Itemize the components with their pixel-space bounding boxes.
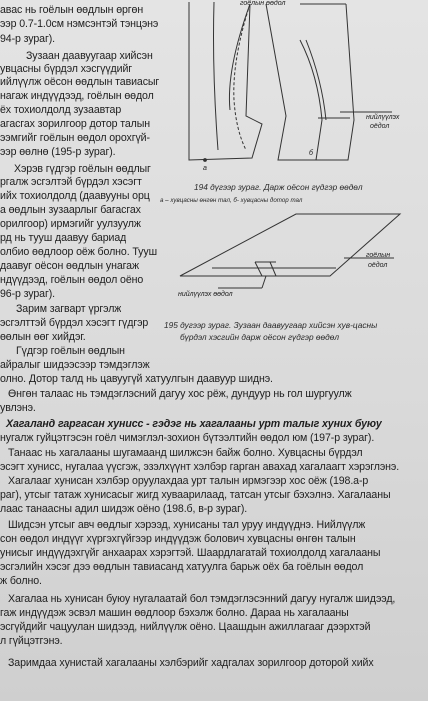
text-line: эсгэлттэй бүрдэл хэсэгт гүдгэр — [0, 317, 149, 329]
text-line: ийлүүлж оёсон өөдлын тавиасыг — [0, 76, 160, 88]
text-line: Гүдгэр гоёлын өөдлын — [16, 345, 125, 357]
text-line: эсгэлийн хэсэг дээ өөдлын тавиасанд хатуулга барьж оёх ба гоёлын өөдол — [0, 561, 364, 573]
text-line: ндүүдээд, гоёлын өөдол оёно — [0, 274, 144, 286]
text-line: нагаж индүүдээд, гоёлын өөдол — [0, 90, 154, 102]
fig195-drawing — [180, 214, 400, 288]
text-line: Танаас нь хагалааны шугамаанд шилжсэн байж болно. Хувцасны бүрдэл — [8, 447, 363, 459]
fig194-caption: 194 дүгээр зураг. Дарж оёсон гүдгэр өөдөл — [194, 182, 363, 192]
fig195-label-niiluulah: нийлүүлэх өөдол — [178, 291, 233, 298]
fig194-label-a: а — [203, 165, 207, 172]
fig195-caption-1: 195 дугээр зураг. Зузаан даавуугаар хийсэн хув-цасны — [164, 320, 378, 330]
text-line: 96-р зураг). — [0, 288, 55, 300]
text-line: орилгоор) ирмэгийг уулзуулж — [0, 218, 141, 230]
text-line: Хэрэв гүдгэр гоёлын өөдлыг — [14, 163, 151, 175]
text-line: ёх тохиолдолд зузаавтар — [0, 104, 122, 116]
text-line: рд нь тууш даавуу бариад — [0, 232, 127, 244]
text-line: унисыг индүүдэхгүйг анхаарах хэрэгтэй. Шаардлагатай тохиолдолд хагалааны — [0, 547, 381, 559]
text-line: Шидсэн утсыг авч өөдлыг хэрээд, хунисаны тал уруу индүүднэ. Нийлүүлж — [8, 519, 366, 531]
text-line: ийх тохиолдолд (даавууны орц — [0, 190, 150, 202]
fig194-label-goyol: гоёлын өөдол — [240, 0, 286, 7]
text-line: эсгүйдийг чацуулан шидээд, нийлүүлж оёно. Цаашдын ажиллагааг дээрхтэй — [0, 621, 371, 633]
text-line: Өнгөн талаас нь тэмдэглэсний дагуу хос рёж, дундуур нь гол шургуулж — [8, 388, 352, 400]
text-line: сон өөдол индүүг хүргэхгүйгээр индүүдэж болович хувцасны өнгөн талын — [0, 533, 356, 545]
text-line: 94-р зураг). — [0, 33, 55, 45]
text-line: Хагалаа нь хунисан буюу нугалаатай бол тэмдэглэсэнний дагуу нугалж шидээд, — [8, 593, 396, 605]
text-line: Хагалааг хунисан хэлбэр оруулахдаа урт талын ирмэгээр хос оёж (198.а-р — [8, 475, 369, 487]
text-line: Зузаан даавуугаар хийсэн — [26, 50, 153, 62]
fig194-label-niiluulah-1: нийлүүлэх — [366, 114, 400, 121]
text-line: Заримдаа хунистай хагалааны хэлбэрийг хадгалах зорилгоор доторой хийх — [8, 657, 374, 669]
text-line: ж болно. — [0, 575, 42, 587]
text-line: ээмгийг гоёлын өөдол орохгүй- — [0, 132, 150, 144]
text-line: увцасны бүрдэл хэсгүүдийг — [0, 63, 133, 75]
text-line: Зарим загварт үргэлж — [16, 303, 122, 315]
fig194-label-niiluulah-2: оёдол — [370, 123, 390, 130]
text-line-heading: Хагаланд гаргасан хунисс - гэдэг нь хагалааны урт талыг хуних буюу — [6, 418, 382, 430]
text-line: лаас танаасны адил шидэж оёно (198.б, в-р зураг). — [0, 503, 248, 515]
fig194-label-b: б — [309, 150, 313, 157]
fig195-label-goyol-2: оёдол — [368, 262, 388, 269]
text-line: өөлын өөг хийдэг. — [0, 331, 86, 343]
text-line: олбио өөдлоор оёж болно. Тууш — [0, 246, 157, 258]
text-line: ээр өөлнө (195-р зураг). — [0, 146, 116, 158]
text-line: увлэнэ. — [0, 402, 36, 414]
text-line: агасгах зорилгоор дотор талын — [0, 118, 151, 130]
text-line: даавуг оёсон өөдлын унагаж — [0, 260, 139, 272]
fig195-caption-2: бүрдэл хэсгийн дарж оёсон гүдгэр өөдөл — [180, 332, 339, 342]
fig194-drawing — [189, 2, 392, 161]
text-line: нугалж гуйцэтгэсэн гоёл чимэглэл-зохион бүтээлтийн өөдол юм (197-р зураг). — [0, 432, 375, 444]
text-line: л гүйцэтгэнэ. — [0, 635, 63, 647]
text-line: ргалж эсгэлтэй бүрдэл хэсэгт — [0, 176, 142, 188]
text-line: авас нь гоёлын өөдлын өргөн — [0, 4, 144, 16]
text-line: олно. Дотор талд нь цавуугүй хатуулгын даавуур шиднэ. — [0, 373, 273, 385]
text-line: эсэгт хунисс, нугалаа үүсгэж, эзэлхүүнт хэлбэр гарган авахад хагалаагт хэрэглэнэ. — [0, 461, 400, 473]
text-line: айралыг шидээсээр тэмдэглэж — [0, 359, 150, 371]
text-line: ээр 0.7-1.0см нэмсэнтэй тэнцэнэ — [0, 18, 159, 30]
text-line: а өөдлын зузаарлыг багасгах — [0, 204, 141, 216]
fig194-subcaption: а – хувцасны өнгөн тал, б- хувцасны дотор тал — [160, 197, 303, 204]
text-line: гаж индүүдэж эсвэл машин өөдлоор бэхэлж болно. Дараа нь хагалааны — [0, 607, 349, 619]
text-line: раг), утсыг татаж хунисасыг жигд хуваарилаад, татсан утсыг бэхэлнэ. Хагалааны — [0, 489, 391, 501]
fig195-label-goyol-1: гоёлын — [366, 252, 391, 259]
